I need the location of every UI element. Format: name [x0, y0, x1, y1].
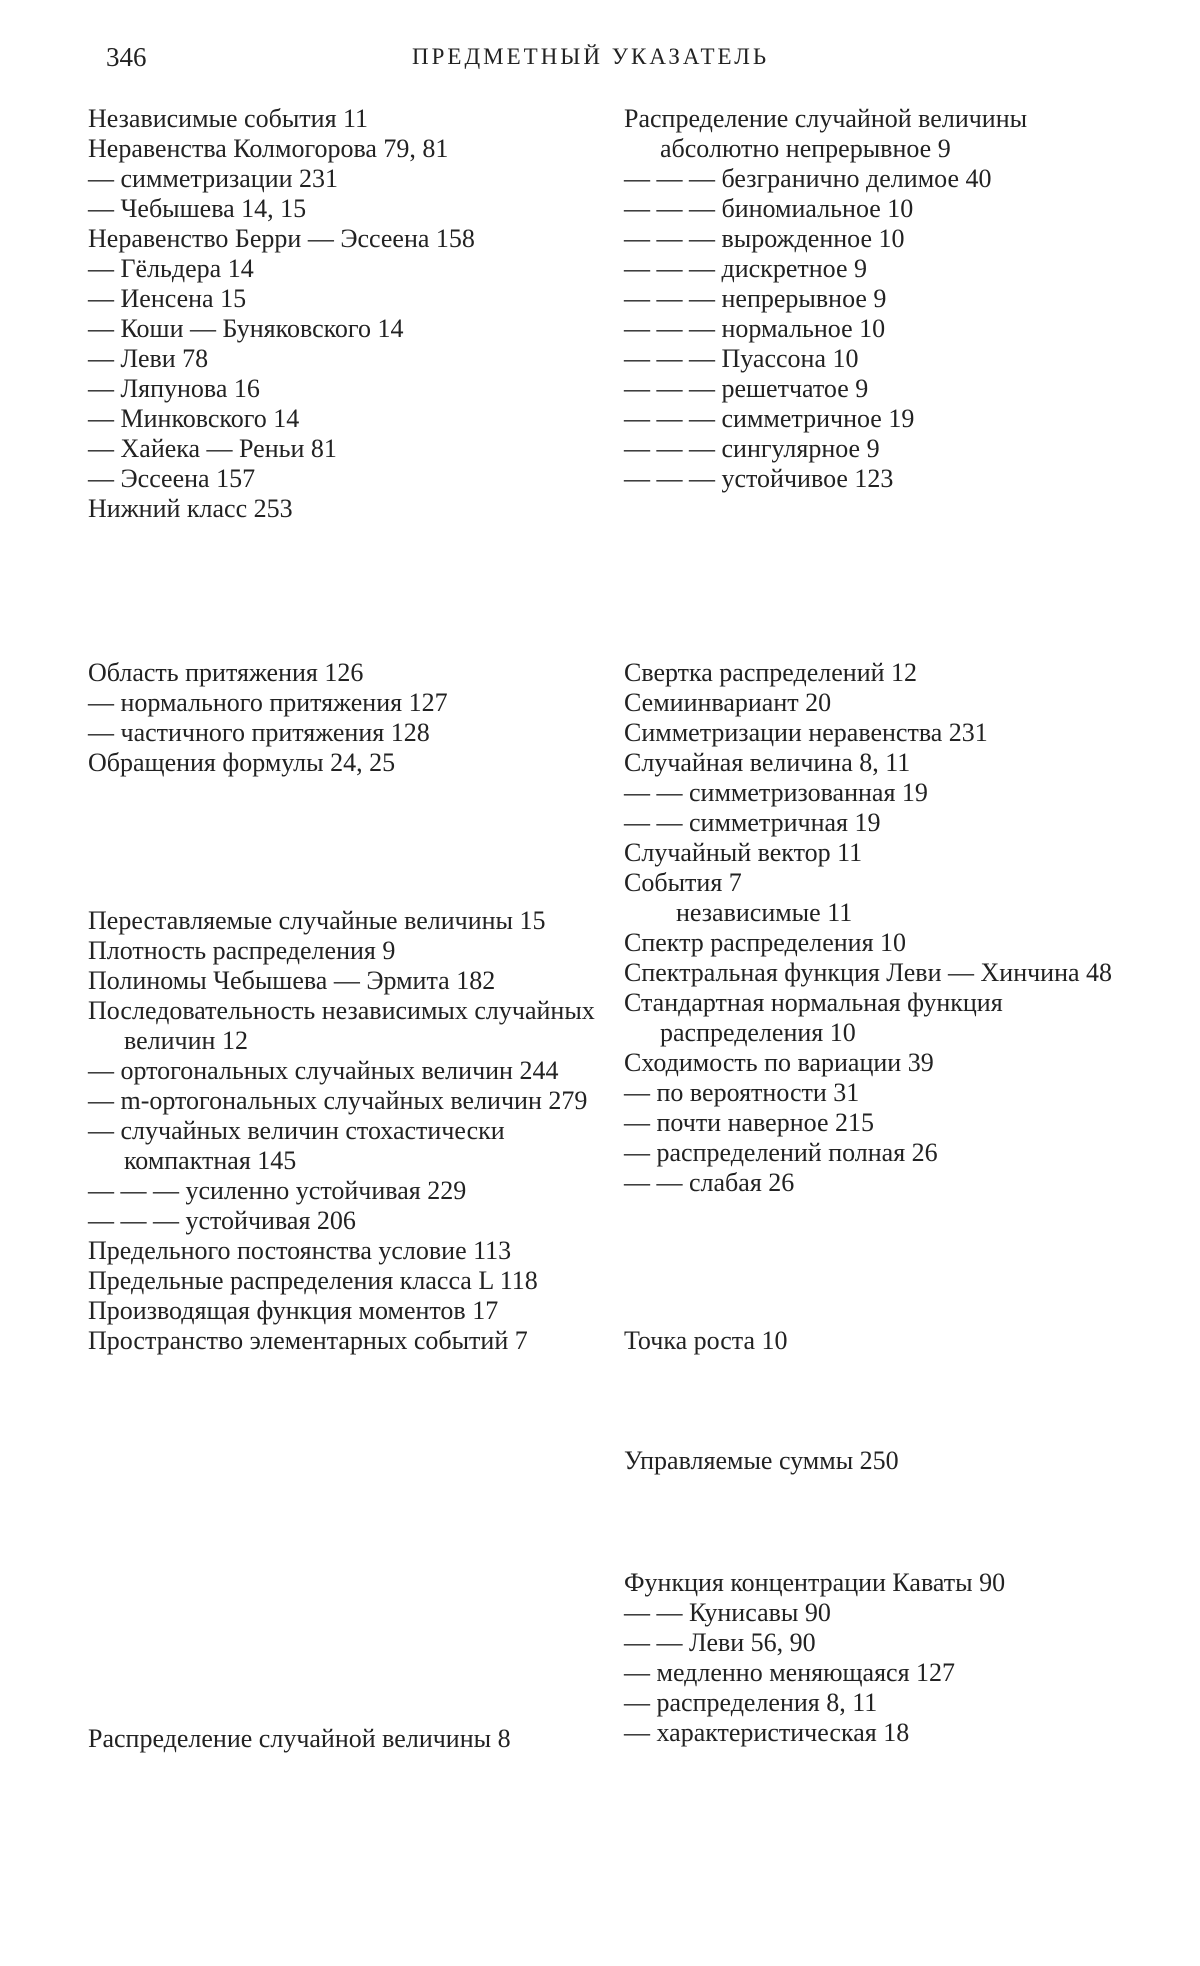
index-entry: — — — устойчивое 123 [624, 464, 894, 493]
index-entry: Семиинвариант 20 [624, 688, 832, 717]
index-entry: — по вероятности 31 [624, 1078, 860, 1107]
index-entry: — — — безгранично делимое 40 [624, 164, 992, 193]
index-entry: Независимые события 11 [88, 104, 369, 133]
index-entry: Пространство элементарных событий 7 [88, 1326, 528, 1355]
index-entry: Случайная величина 8, 11 [624, 748, 911, 777]
index-entry: — частичного притяжения 128 [88, 718, 430, 747]
index-entry: Функция концентрации Каваты 90 [624, 1568, 1006, 1597]
right-column-group-3 [624, 1326, 1129, 1356]
index-entry: Точка роста 10 [624, 1326, 788, 1355]
left-column-group-3 [88, 906, 598, 1356]
index-entry: Стандартная нормальная функция распределения 10 [624, 988, 1003, 1047]
index-entry: Нижний класс 253 [88, 494, 293, 523]
index-entry: Сходимость по вариации 39 [624, 1048, 934, 1077]
index-entry: Неравенства Колмогорова 79, 81 [88, 134, 449, 163]
index-entry: — Иенсена 15 [88, 284, 247, 313]
index-entry: — Чебышева 14, 15 [88, 194, 307, 223]
index-entry: — распределения 8, 11 [624, 1688, 878, 1717]
index-entry: Полиномы Чебышева — Эрмита 182 [88, 966, 496, 995]
index-entry: — ортогональных случайных величин 244 [88, 1056, 559, 1085]
index-entry: — — — сингулярное 9 [624, 434, 880, 463]
index-entry: Распределение случайной величины абсолютно непрерывное 9 [624, 104, 1028, 163]
index-entry: — — — нормальное 10 [624, 314, 886, 343]
right-column-group-2 [624, 658, 1129, 1198]
index-entry: Обращения формулы 24, 25 [88, 748, 396, 777]
index-entry: — Хайека — Реньи 81 [88, 434, 337, 463]
index-entry: — Минковского 14 [88, 404, 300, 433]
index-entry: независимые 11 [676, 898, 853, 927]
index-entry: Последовательность независимых случайных величин 12 [88, 996, 595, 1055]
index-entry: — — Кунисавы 90 [624, 1598, 831, 1627]
index-entry: Распределение случайной величины 8 [88, 1724, 511, 1753]
index-entry: — медленно меняющаяся 127 [624, 1658, 956, 1687]
index-entry: — Ляпунова 16 [88, 374, 260, 403]
index-entry: Плотность распределения 9 [88, 936, 396, 965]
index-entry: — — слабая 26 [624, 1168, 795, 1197]
left-column-group-1 [88, 104, 598, 524]
index-entry: — — — решетчатое 9 [624, 374, 869, 403]
index-entry: Неравенство Берри — Эссеена 158 [88, 224, 475, 253]
right-column-group-1 [624, 104, 1129, 494]
index-entry: — почти наверное 215 [624, 1108, 874, 1137]
index-entry: Производящая функция моментов 17 [88, 1296, 499, 1325]
right-column-group-4 [624, 1446, 1129, 1476]
right-column-group-5 [624, 1568, 1129, 1748]
index-entry: — характеристическая 18 [624, 1718, 910, 1747]
index-entry: — m-ортогональных случайных величин 279 [88, 1086, 588, 1115]
index-entry: Управляемые суммы 250 [624, 1446, 899, 1475]
index-entry: — Эссеена 157 [88, 464, 256, 493]
index-entry: — Гёльдера 14 [88, 254, 254, 283]
running-title: ПРЕДМЕТНЫЙ УКАЗАТЕЛЬ [412, 44, 770, 69]
index-entry: — Коши — Буняковского 14 [88, 314, 404, 343]
index-entry: — нормального притяжения 127 [88, 688, 448, 717]
index-entry: — — — биномиальное 10 [624, 194, 914, 223]
left-column-group-2 [88, 658, 598, 778]
index-entry: — симметризации 231 [88, 164, 339, 193]
index-entry: — Леви 78 [88, 344, 209, 373]
left-column-group-4 [88, 1724, 598, 1754]
page-header [0, 42, 1200, 82]
index-entry: Свертка распределений 12 [624, 658, 918, 687]
index-entry: Переставляемые случайные величины 15 [88, 906, 546, 935]
index-entry: Предельного постоянства условие 113 [88, 1236, 512, 1265]
index-entry: — — — устойчивая 206 [88, 1206, 356, 1235]
index-entry: — — — дискретное 9 [624, 254, 867, 283]
index-entry: Предельные распределения класса L 118 [88, 1266, 538, 1295]
index-entry: — — — непрерывное 9 [624, 284, 887, 313]
index-entry: — — — симметричное 19 [624, 404, 915, 433]
index-entry: Область притяжения 126 [88, 658, 364, 687]
index-entry: Симметризации неравенства 231 [624, 718, 988, 747]
index-entry: Спектр распределения 10 [624, 928, 907, 957]
index-entry: Случайный вектор 11 [624, 838, 863, 867]
index-entry: — — симметризованная 19 [624, 778, 928, 807]
index-entry: — случайных величин стохастически компактная 145 [88, 1116, 505, 1175]
index-entry: — распределений полная 26 [624, 1138, 938, 1167]
page-number: 346 [106, 42, 147, 72]
index-entry: — — Леви 56, 90 [624, 1628, 816, 1657]
index-entry: — — симметричная 19 [624, 808, 881, 837]
index-entry: — — — усиленно устойчивая 229 [88, 1176, 467, 1205]
index-entry: События 7 [624, 868, 742, 897]
index-entry: — — — Пуассона 10 [624, 344, 859, 373]
index-entry: Спектральная функция Леви — Хинчина 48 [624, 958, 1113, 987]
index-entry: — — — вырожденное 10 [624, 224, 905, 253]
